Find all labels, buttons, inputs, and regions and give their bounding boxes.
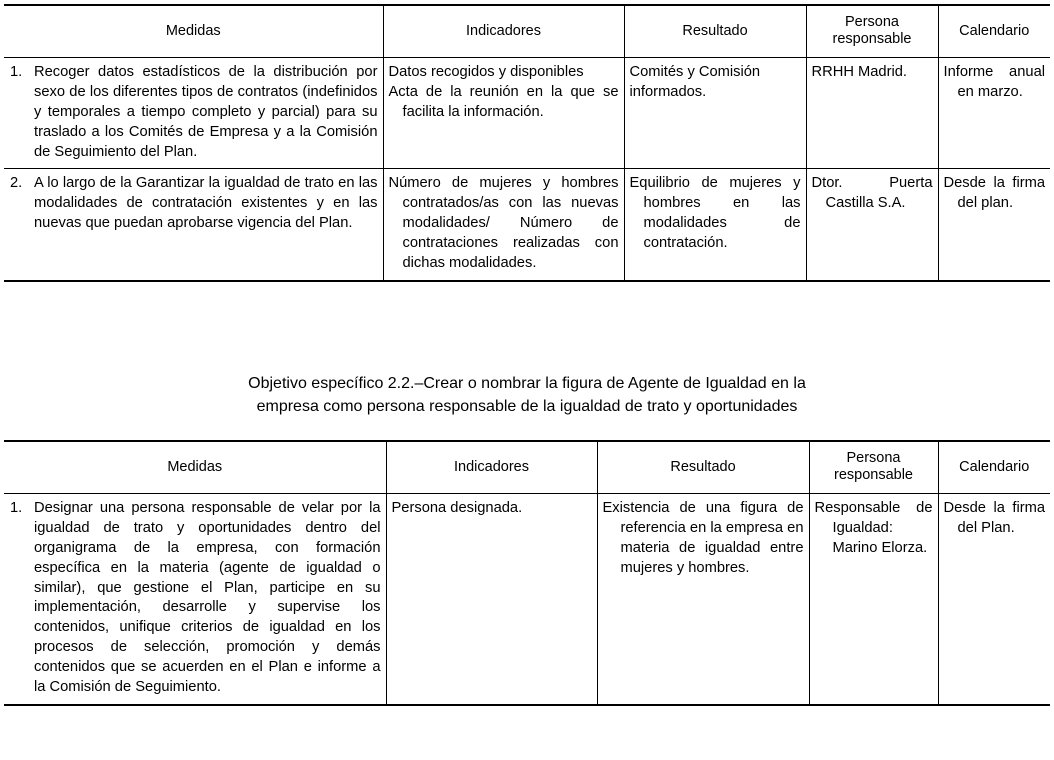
cell-indicadores xyxy=(383,58,624,169)
column-header-indicadores: Indicadores xyxy=(386,441,597,494)
indicator-text-a: Número de mujeres y hombres contratados/as con las nuevas modalidades/ Número de contrataciones realizadas con dichas modalidades. xyxy=(388,175,619,271)
measures-table-2 xyxy=(4,440,1050,706)
cell-persona-responsable xyxy=(809,494,938,705)
table-row xyxy=(4,494,1050,705)
table-1-body xyxy=(4,58,1050,281)
table-2-container xyxy=(0,440,1054,706)
result-text: Existencia de una figura de referencia en la empresa en materia de igualdad entre mujeres y hombres. xyxy=(602,500,804,576)
column-header-resultado: Resultado xyxy=(597,441,809,494)
cell-medidas xyxy=(4,58,383,169)
measure-text: A lo largo de la Garantizar la igualdad de trato en las modalidades de contratación existentes y en las nuevas que puedan aprobarse vigencia del Plan. xyxy=(34,175,378,232)
cell-persona-responsable xyxy=(806,58,938,169)
cell-medidas xyxy=(4,169,383,281)
measure-number: 1. xyxy=(10,500,23,517)
cell-resultado xyxy=(597,494,809,705)
objective-line-2: empresa como persona responsable de la igualdad de trato y oportunidades xyxy=(256,398,798,416)
measure-text: Designar una persona responsable de velar por la igualdad de trato y oportunidades dentro del organigrama de la empresa, con formación específica en la materia (agente de igualdad o similar), que gestione el Plan, participe en su implementación, desarrolle y supervise los contenidos, unifique criterios de igualdad en los procesos de selección, promoción y demás contenidos que se acuerden en el Plan e informe a la Comisión de Seguimiento. xyxy=(34,500,381,695)
cell-calendario xyxy=(938,169,1050,281)
cell-resultado xyxy=(624,58,806,169)
indicator-text-a: Datos recogidos y disponibles xyxy=(388,64,584,81)
measure-number: 2. xyxy=(10,175,23,192)
persona-line-1: Persona xyxy=(846,450,901,466)
cell-medidas xyxy=(4,494,386,705)
cell-calendario xyxy=(938,58,1050,169)
table-2-header xyxy=(4,441,1050,494)
result-text: Equilibrio de mujeres y hombres en las modalidades de contratación. xyxy=(629,175,801,251)
table-row xyxy=(4,169,1050,281)
indicator-text-a: Persona designada. xyxy=(391,500,523,517)
result-text: Comités y Comisión informados. xyxy=(629,64,761,101)
persona-line-2: responsable xyxy=(834,467,913,484)
table-2-body xyxy=(4,494,1050,705)
table-header-row xyxy=(4,441,1050,494)
objective-line-1: Objetivo específico 2.2.–Crear o nombrar la figura de Agente de Igualdad en la xyxy=(248,375,806,392)
person-text: RRHH Madrid. xyxy=(811,64,907,81)
person-text: Responsable de Igualdad: Marino Elorza. xyxy=(814,500,933,556)
table-1-container xyxy=(0,4,1054,282)
cell-persona-responsable xyxy=(806,169,938,281)
cell-resultado xyxy=(624,169,806,281)
calendar-text: Desde la firma del plan. xyxy=(943,175,1045,212)
table-1-header xyxy=(4,5,1050,58)
indicator-text-b: Acta de la reunión en la que se facilita la información. xyxy=(388,84,619,120)
measures-table-1 xyxy=(4,4,1050,282)
cell-indicadores xyxy=(386,494,597,705)
column-header-calendario: Calendario xyxy=(938,5,1050,58)
calendar-text: Desde la firma del Plan. xyxy=(943,500,1045,537)
column-header-medidas: Medidas xyxy=(4,5,383,58)
measure-number: 1. xyxy=(10,64,23,81)
column-header-calendario: Calendario xyxy=(938,441,1050,494)
objective-heading xyxy=(0,372,1054,418)
table-header-row xyxy=(4,5,1050,58)
calendar-text: Informe anual en marzo. xyxy=(943,64,1045,101)
column-header-indicadores: Indicadores xyxy=(383,5,624,58)
table-row xyxy=(4,58,1050,169)
column-header-persona-responsable xyxy=(809,441,938,494)
cell-indicadores xyxy=(383,169,624,281)
column-header-persona-responsable xyxy=(806,5,938,58)
measure-text: Recoger datos estadísticos de la distribución por sexo de los diferentes tipos de contratos (indefinidos y temporales a tiempo completo y parcial) para su traslado a los Comités de Empresa y a la Comisión de Seguimiento del Plan. xyxy=(34,64,378,160)
person-text: Dtor. Puerta Castilla S.A. xyxy=(811,175,933,212)
column-header-resultado: Resultado xyxy=(624,5,806,58)
persona-line-1: Persona xyxy=(844,14,899,30)
cell-calendario xyxy=(938,494,1050,705)
column-header-medidas: Medidas xyxy=(4,441,386,494)
persona-line-2: responsable xyxy=(832,31,912,48)
